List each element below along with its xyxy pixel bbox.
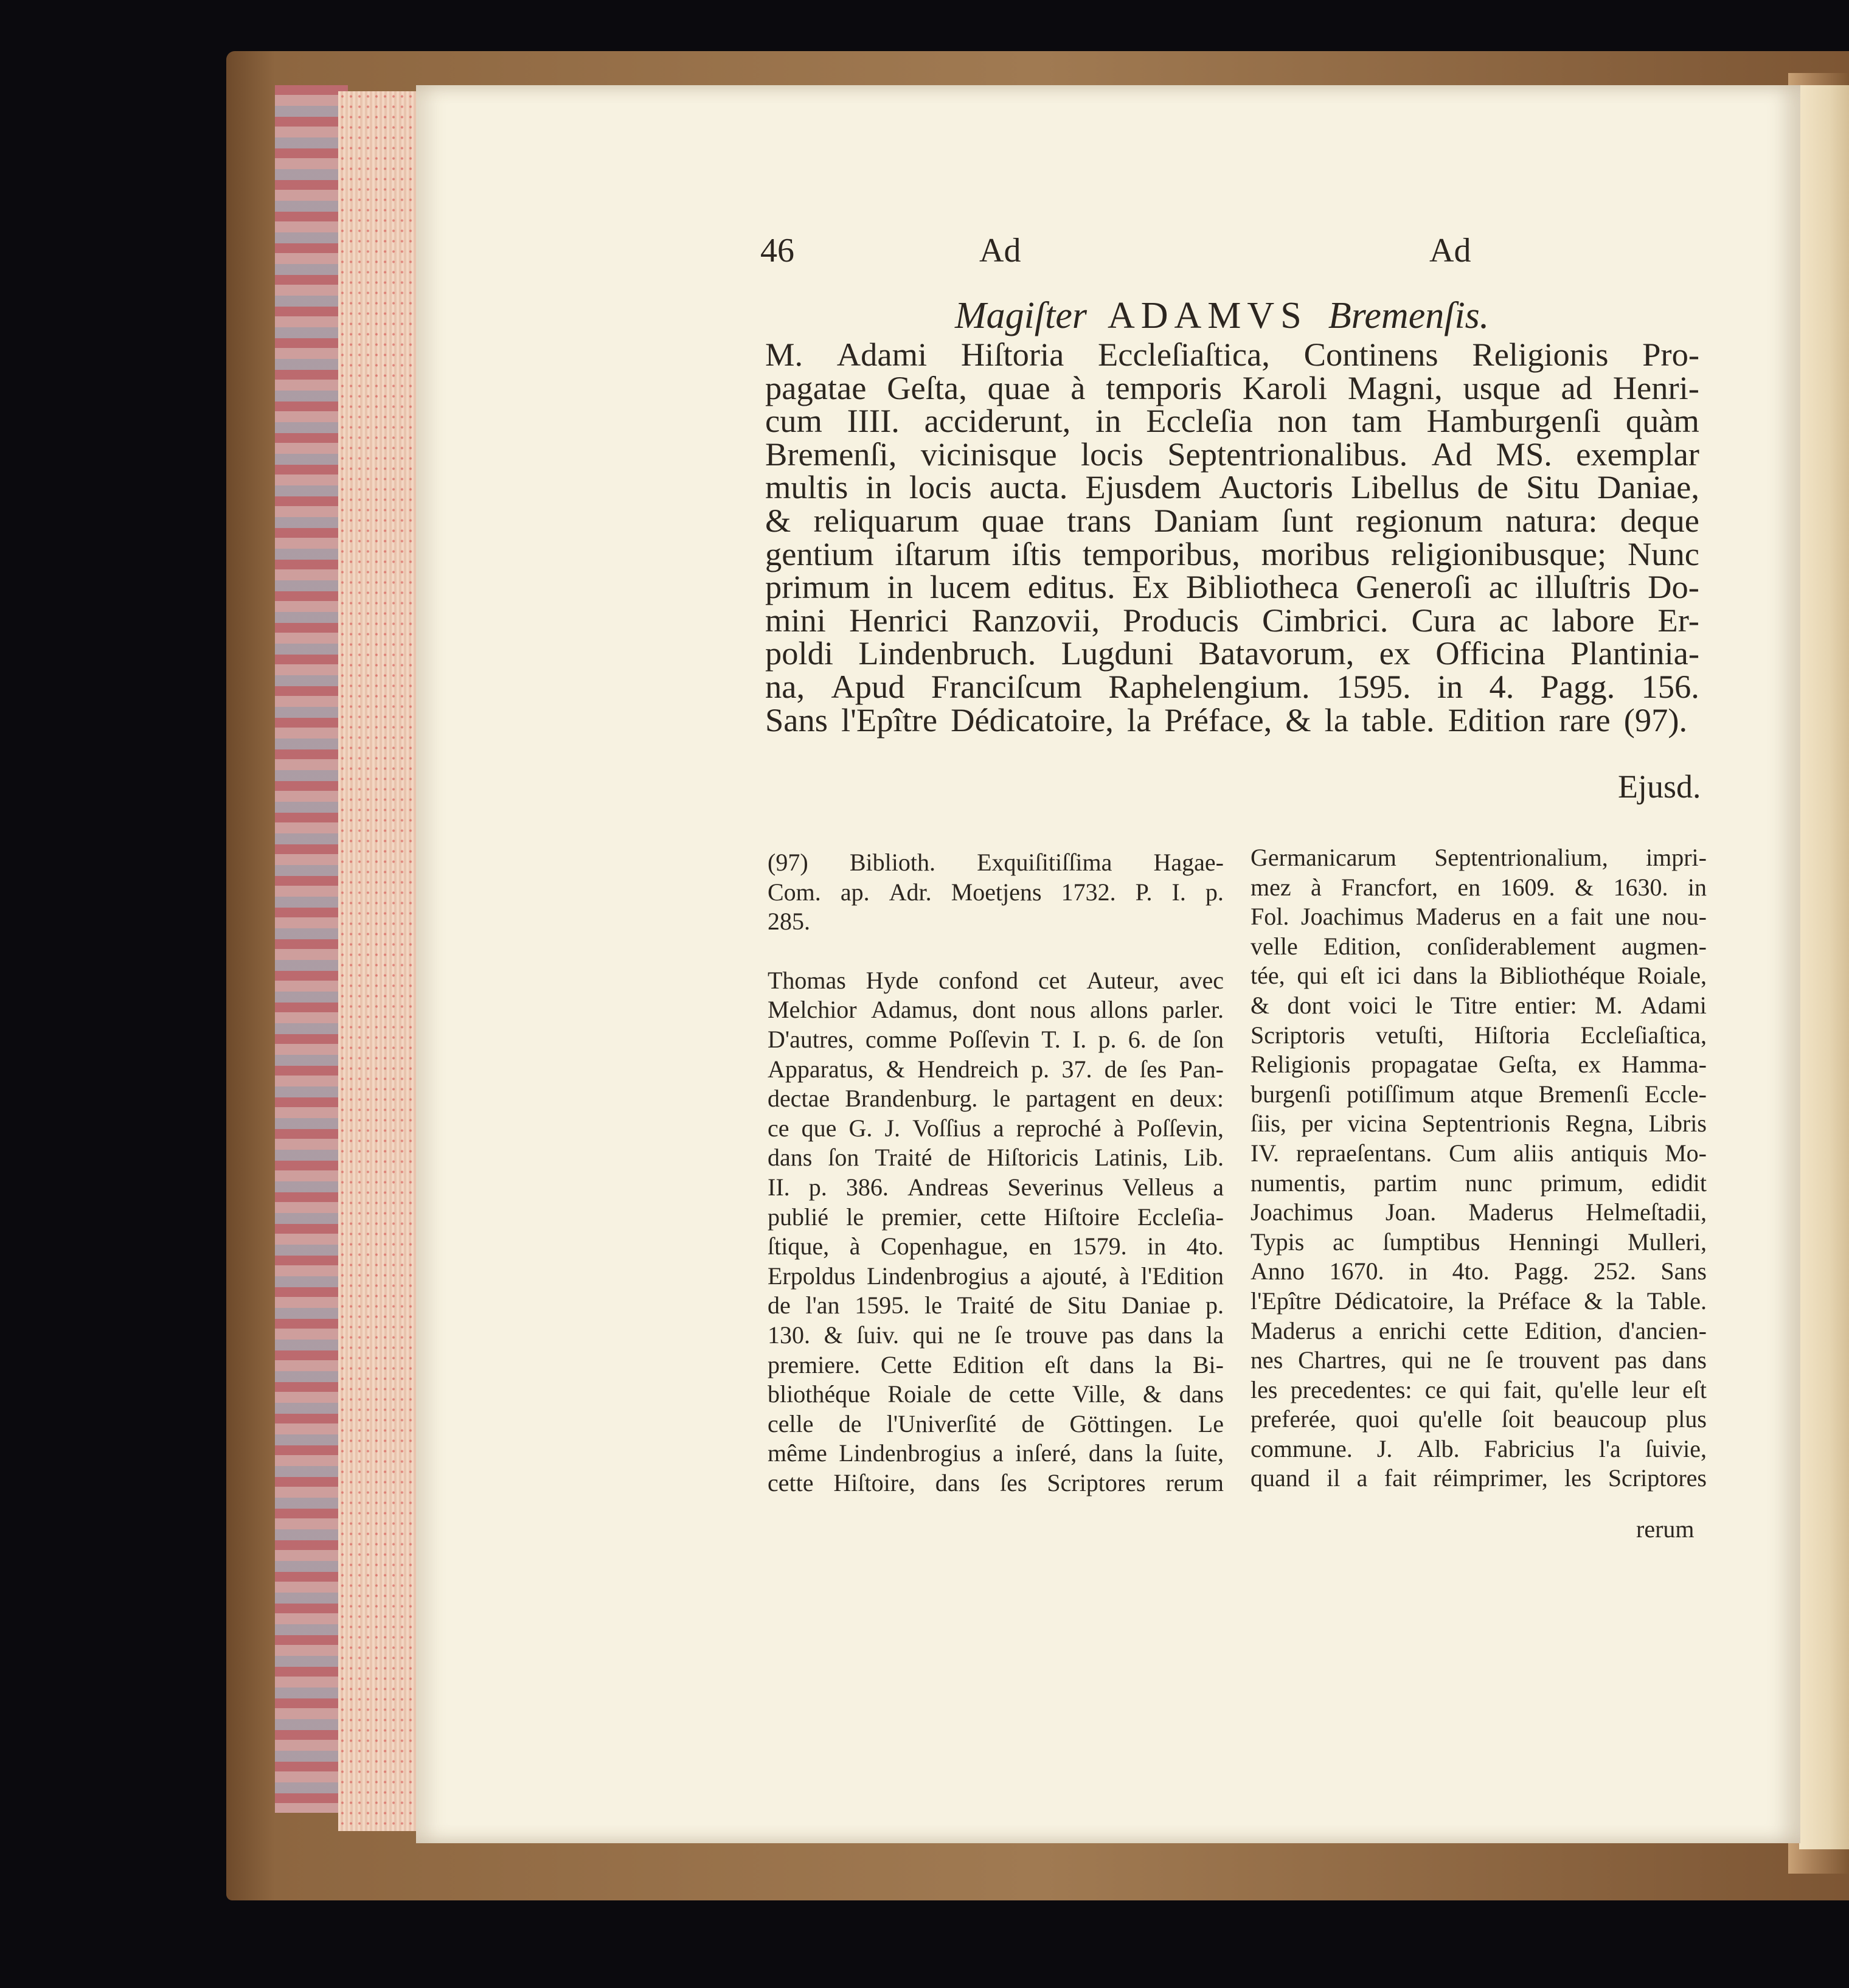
footnote-line: II. p. 386. Andreas Severinus Velleus a xyxy=(768,1173,1224,1201)
footnote-line: Joachimus Joan. Maderus Helmeſtadii, xyxy=(1251,1198,1707,1226)
footnote-line: dectae Brandenburg. le partagent en deux: xyxy=(768,1085,1224,1113)
facing-page-edge xyxy=(1799,85,1849,1849)
footnote-line: commune. J. Alb. Fabricius l'a ſuivie, xyxy=(1251,1434,1707,1462)
footnote-line: Erpoldus Lindenbrogius a ajouté, à l'Edition xyxy=(768,1262,1224,1290)
footnote-line: même Lindenbrogius a inſeré, dans la ſuite, xyxy=(768,1439,1224,1467)
footnote-line: cette Hiſtoire, dans ſes Scriptores rerum xyxy=(768,1468,1224,1496)
footnote-line: dans ſon Traité de Hiſtoricis Latinis, Lib. xyxy=(768,1144,1224,1172)
footnote-line: ſtique, à Copenhague, en 1579. in 4to. xyxy=(768,1232,1224,1260)
main-text-line: cum IIII. acciderunt, in Eccleſia non tam Hamburgenſi quàm xyxy=(765,402,1699,440)
footnote-line: Fol. Joachimus Maderus en a fait une nou- xyxy=(1251,903,1707,931)
footnote-line: les precedentes: ce qui fait, qu'elle leur eſt xyxy=(1251,1375,1707,1403)
page-edges xyxy=(338,91,417,1831)
footnote-line: Thomas Hyde confond cet Auteur, avec xyxy=(768,966,1224,994)
footnote-line: celle de l'Univerſité de Göttingen. Le xyxy=(768,1409,1224,1437)
main-text-line: primum in lucem editus. Ex Bibliotheca Generoſi ac illuſtris Do- xyxy=(765,568,1699,606)
footnote-line: quand il a fait réimprimer, les Scriptores xyxy=(1251,1464,1707,1492)
catchword-notes: rerum xyxy=(1636,1515,1695,1543)
main-text-line: Bremenſi, vicinisque locis Septentrionalibus. Ad MS. exemplar xyxy=(765,435,1699,473)
footnote-line xyxy=(768,937,1224,966)
footnote-line: l'Epître Dédicatoire, la Préface & la Table. xyxy=(1251,1287,1707,1315)
footnote-line: preferée, quoi qu'elle ſoit beaucoup plus xyxy=(1251,1405,1707,1433)
main-text-line: poldi Lindenbruch. Lugduni Batavorum, ex Officina Plantinia- xyxy=(765,634,1699,672)
footnote-line: Typis ac ſumptibus Henningi Mulleri, xyxy=(1251,1228,1707,1256)
running-head-left: Ad xyxy=(979,232,1021,269)
footnote-line: bliothéque Roiale de cette Ville, & dans xyxy=(768,1380,1224,1408)
footnote-line: (97) Biblioth. Exquiſitiſſima Hagae- xyxy=(768,849,1224,876)
footnote-line: Anno 1670. in 4to. Pagg. 252. Sans xyxy=(1251,1257,1707,1285)
footnote-line: mez à Francfort, en 1609. & 1630. in xyxy=(1251,873,1707,901)
footnote-line: Maderus a enrichi cette Edition, d'ancien- xyxy=(1251,1316,1707,1344)
footnote-line: Apparatus, & Hendreich p. 37. de ſes Pan- xyxy=(768,1055,1224,1083)
main-text-line: & reliquarum quae trans Daniam ſunt regionum natura: deque xyxy=(765,501,1699,539)
main-text-line: M. Adami Hiſtoria Eccleſiaſtica, Continens Religionis Pro- xyxy=(765,336,1699,373)
footnote-line: numentis, partim nunc primum, edidit xyxy=(1251,1169,1707,1197)
main-text-line: pagatae Geſta, quae à temporis Karoli Magni, usque ad Henri- xyxy=(765,369,1699,406)
main-text-line: multis in locis aucta. Ejusdem Auctoris Libellus de Situ Daniae, xyxy=(765,468,1699,506)
running-head-right: Ad xyxy=(1429,232,1471,269)
footnote-line: tée, qui eſt ici dans la Bibliothéque Roiale, xyxy=(1251,962,1707,990)
footnote-column-left xyxy=(768,848,1224,1498)
entry-title xyxy=(955,294,1489,338)
main-text-block xyxy=(765,338,1699,737)
footnote-line: & dont voici le Titre entier: M. Adami xyxy=(1251,991,1707,1019)
main-text-line: gentium iſtarum iſtis temporibus, moribus religionibusque; Nunc xyxy=(765,535,1699,572)
footnote-line: ſiis, per vicina Septentrionis Regna, Libris xyxy=(1251,1110,1707,1138)
footnote-column-right xyxy=(1251,843,1707,1493)
footnote-line: burgenſi potiſſimum atque Bremenſi Eccle- xyxy=(1251,1080,1707,1108)
footnote-line: nes Chartres, qui ne ſe trouvent pas dans xyxy=(1251,1346,1707,1374)
footnote-line: Scriptoris vetuſti, Hiſtoria Eccleſiaſtica, xyxy=(1251,1021,1707,1049)
entry-title-name: ADAMVS xyxy=(1107,295,1308,336)
footnote-line: D'autres, comme Poſſevin T. I. p. 6. de ſon xyxy=(768,1025,1224,1053)
catchword-main: Ejusd. xyxy=(1618,768,1701,805)
footnote-line: premiere. Cette Edition eſt dans la Bi- xyxy=(768,1350,1224,1378)
footnote-line: Religionis propagatae Geſta, ex Hamma- xyxy=(1251,1051,1707,1079)
main-text-line: na, Apud Franciſcum Raphelengium. 1595. in 4. Pagg. 156. xyxy=(765,667,1699,705)
footnote-line: Melchior Adamus, dont nous allons parler. xyxy=(768,996,1224,1024)
entry-title-prefix: Magiſter xyxy=(955,295,1087,336)
main-text-line: Sans l'Epître Dédicatoire, la Préface, & la table. Edition rare (97). xyxy=(765,701,1688,739)
footnote-line: ce que G. J. Voſſius a reproché à Poſſevin, xyxy=(768,1114,1224,1142)
footnote-line: Com. ap. Adr. Moetjens 1732. P. I. p. xyxy=(768,878,1224,906)
marbled-endpaper xyxy=(275,85,348,1813)
footnote-line: IV. repraeſentans. Cum aliis antiquis Mo- xyxy=(1251,1139,1707,1167)
page-number: 46 xyxy=(760,232,794,269)
main-text-line: mini Henrici Ranzovii, Producis Cimbrici. Cura ac labore Er- xyxy=(765,601,1699,639)
footnote-line: de l'an 1595. le Traité de Situ Daniae p. xyxy=(768,1291,1224,1319)
footnote-line: 285. xyxy=(768,908,810,936)
footnote-line: velle Edition, conſiderablement augmen- xyxy=(1251,932,1707,960)
footnote-line: Germanicarum Septentrionalium, impri- xyxy=(1251,844,1707,871)
footnote-line: publié le premier, cette Hiſtoire Eccleſia- xyxy=(768,1203,1224,1231)
footnote-line: 130. & ſuiv. qui ne ſe trouve pas dans la xyxy=(768,1321,1224,1349)
entry-title-suffix: Bremenſis. xyxy=(1328,295,1490,336)
